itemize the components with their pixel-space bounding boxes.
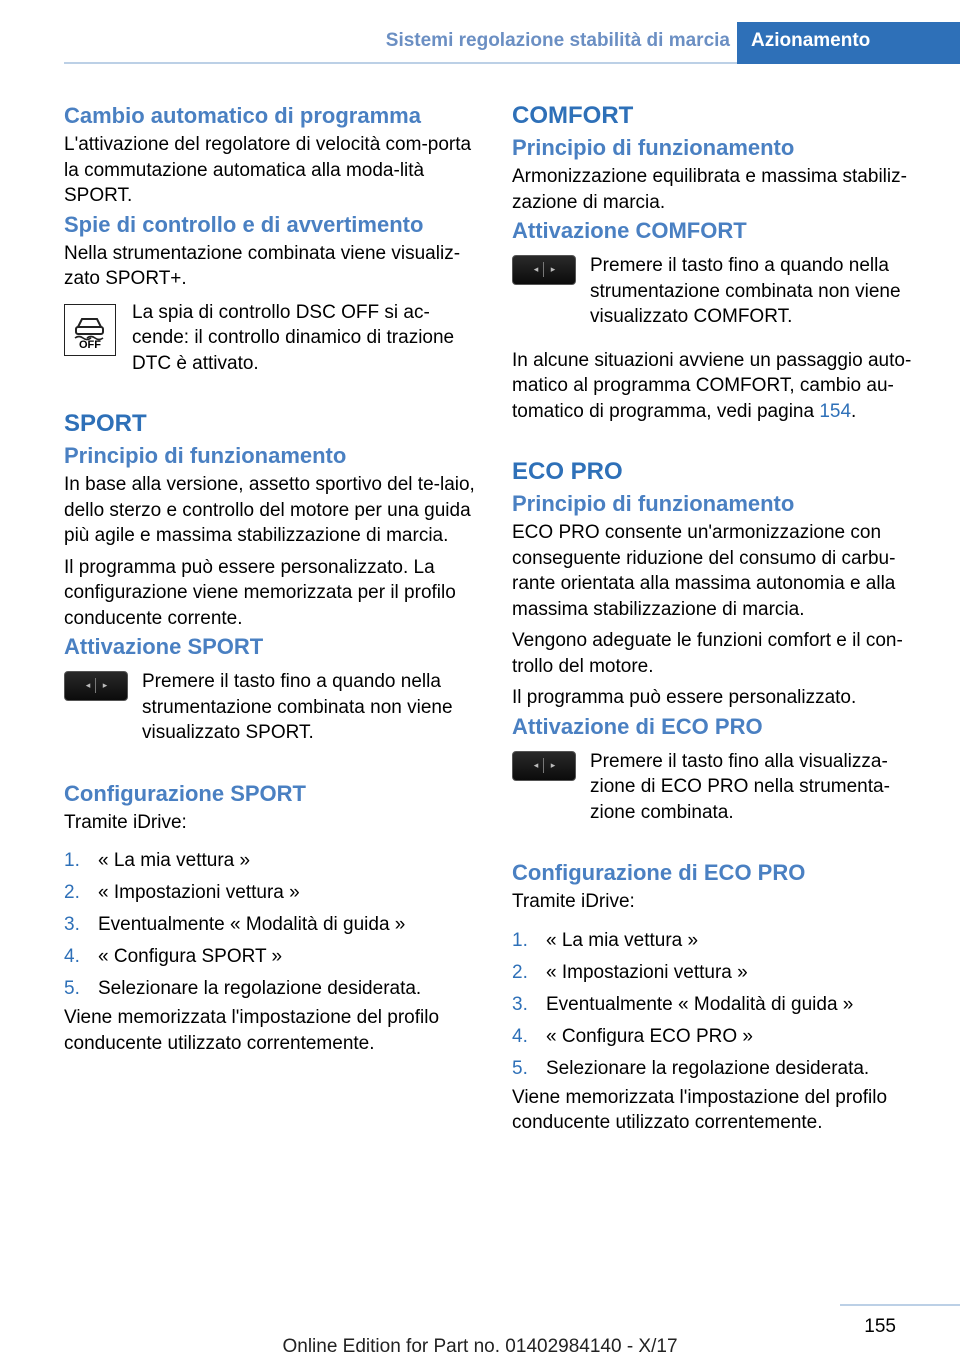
dsc-off-icon-label: OFF (79, 338, 101, 351)
paragraph-eco-2: Vengono adeguate le funzioni comfort e il con-trollo del motore. (512, 630, 903, 677)
paragraph-dsc-off: La spia di controllo DSC OFF si ac-cende: il controllo dinamico di trazione DTC è attivato. (132, 301, 455, 374)
paragraph-principio-sport-2: Il programma può essere personalizzato. La configurazione viene memorizzata per il profilo conducente corrente. (64, 556, 456, 629)
paragraph-attivazione-sport: Premere il tasto fino a quando nella strumentazione combinata non viene visualizzato SPORT. (142, 671, 453, 743)
list-item: 1. « La mia vettura » (512, 929, 699, 951)
heading-configurazione-eco: Configurazione di ECO PRO (512, 860, 806, 885)
list-item: 5. Selezionare la regolazione desiderata. (64, 978, 422, 999)
paragraph-cambio: L'attivazione del regolatore di velocità com-porta la commutazione automatica alla moda-lità SPORT. (64, 134, 472, 206)
paragraph-attivazione-eco: Premere il tasto fino alla visualizza-zione di ECO PRO nella strumenta-zione combinata. (590, 750, 890, 823)
steps-sport (64, 845, 476, 1005)
list-item: 1. « La mia vettura » (64, 850, 251, 871)
paragraph-attivazione-comfort: Premere il tasto fino a quando nella strumentazione combinata non viene visualizzato COMFORT. (590, 255, 901, 327)
paragraph-memo-sport: Viene memorizzata l'impostazione del profilo conducente utilizzato correntemente. (64, 1007, 440, 1054)
list-item: 5. Selezionare la regolazione desiderata. (512, 1057, 870, 1079)
heading-attivazione-comfort: Attivazione COMFORT (512, 218, 747, 243)
paragraph-principio-comfort: Armonizzazione equilibrata e massima stabiliz-zazione di marcia. (512, 166, 907, 213)
driving-switch-icon: ◂ ▸ (64, 671, 128, 701)
footer-edition: Online Edition for Part no. 01402984140 - X/17 (282, 1336, 678, 1357)
heading-attivazione-sport: Attivazione SPORT (64, 634, 264, 659)
list-item: 3. Eventualmente « Modalità di guida » (64, 914, 406, 935)
paragraph-principio-sport-1: In base alla versione, assetto sportivo del te-laio, dello sterzo e controllo del motore per una guida più agile e massima stabilizzazione di marcia. (64, 474, 475, 546)
heading-spie: Spie di controllo e di avvertimento (64, 211, 424, 237)
heading-principio-eco: Principio di funzionamento (512, 491, 795, 516)
driving-switch-icon: ◂ ▸ (512, 751, 576, 781)
steps-eco (512, 925, 924, 1085)
list-item: 2. « Impostazioni vettura » (64, 882, 300, 903)
heading-attivazione-eco: Attivazione di ECO PRO (512, 713, 763, 739)
paragraph-eco-3: Il programma può essere personalizzato. (512, 687, 857, 708)
right-column (512, 100, 924, 1136)
list-item: 4. « Configura SPORT » (64, 946, 283, 967)
left-column (64, 100, 476, 1056)
list-item: 2. « Impostazioni vettura » (512, 961, 748, 983)
paragraph-tramite-eco: Tramite iDrive: (512, 891, 635, 912)
list-item: 4. « Configura ECO PRO » (512, 1025, 753, 1047)
heading-sport: SPORT (64, 410, 147, 437)
paragraph-situazioni: In alcune situazioni avviene un passaggio auto-matico al programma COMFORT, cambio au-tomatico di programma, vedi pagina 154. (512, 349, 912, 422)
heading-comfort: COMFORT (512, 102, 634, 129)
heading-eco-pro: ECO PRO (512, 458, 623, 485)
header-chapter-tab: Azionamento (737, 22, 960, 64)
paragraph-spie: Nella strumentazione combinata viene visualiz-zato SPORT+. (64, 242, 461, 289)
driving-switch-icon: ◂ ▸ (512, 255, 576, 285)
heading-configurazione-sport: Configurazione SPORT (64, 780, 306, 806)
heading-principio-sport: Principio di funzionamento (64, 443, 347, 468)
attivazione-eco-note (512, 749, 924, 826)
dsc-off-note (64, 300, 476, 377)
dsc-off-icon (64, 304, 116, 356)
heading-cambio: Cambio automatico di programma (64, 103, 421, 128)
page-number: 155 (864, 1316, 896, 1337)
attivazione-comfort-note (512, 253, 924, 330)
heading-principio-comfort: Principio di funzionamento (512, 135, 795, 160)
attivazione-sport-note (64, 669, 476, 746)
paragraph-memo-eco: Viene memorizzata l'impostazione del profilo conducente utilizzato correntemente. (512, 1086, 888, 1133)
list-item: 3. Eventualmente « Modalità di guida » (512, 993, 854, 1015)
footer-rule (0, 1304, 960, 1306)
paragraph-tramite-sport: Tramite iDrive: (64, 811, 187, 833)
page-reference-link[interactable]: 154 (819, 400, 852, 422)
header-section-title: Sistemi regolazione stabilità di marcia (385, 30, 730, 51)
paragraph-eco-1: ECO PRO consente un'armonizzazione con conseguente riduzione del consumo di carbu-rante orientata alla massima autonomia e alla massima stabilizzazione di marcia. (512, 522, 896, 620)
